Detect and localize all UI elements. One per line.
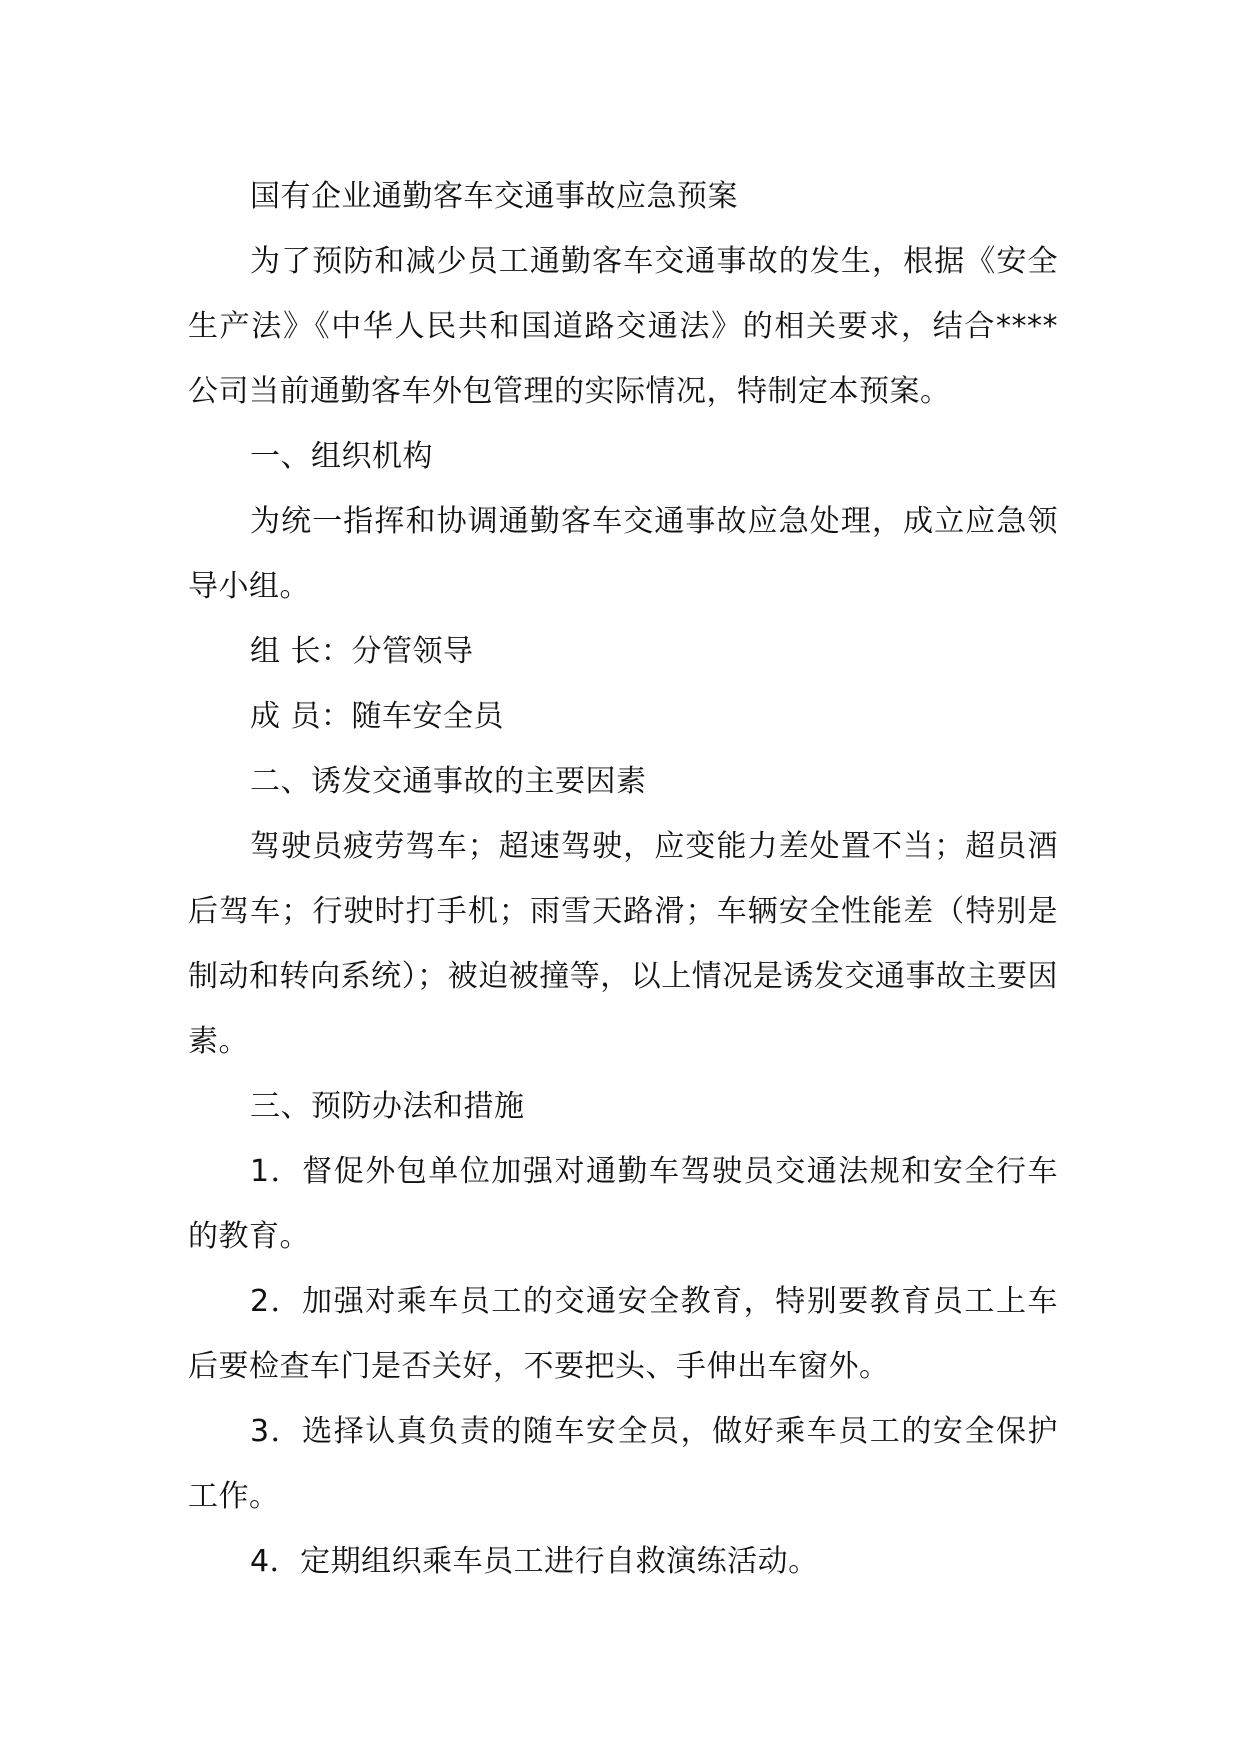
team-members-line: 成 员：随车安全员 <box>250 699 505 734</box>
organization-paragraph: 为统一指挥和协调通勤客车交通事故应急处理，成立应急领导小组。 <box>188 504 1058 604</box>
section-heading-organization: 一、组织机构 <box>250 439 433 474</box>
section-heading-measures: 三、预防办法和措施 <box>250 1089 525 1124</box>
factors-paragraph: 驾驶员疲劳驾车；超速驾驶，应变能力差处置不当；超员酒后驾车；行驶时打手机；雨雪天路滑；车辆安全性能差（特别是制动和转向系统）；被迫被撞等，以上情况是诱发交通事故主要因素。 <box>188 829 1058 1059</box>
measure-item-2: 2．加强对乘车员工的交通安全教育，特别要教育员工上车后要检查车门是否关好，不要把头、手伸出车窗外。 <box>188 1284 1058 1384</box>
measure-item-4: 4．定期组织乘车员工进行自救演练活动。 <box>250 1544 819 1579</box>
measure-item-3: 3．选择认真负责的随车安全员，做好乘车员工的安全保护工作。 <box>188 1414 1058 1514</box>
intro-paragraph: 为了预防和减少员工通勤客车交通事故的发生，根据《安全生产法》《中华人民共和国道路交通法》的相关要求，结合****公司当前通勤客车外包管理的实际情况，特制定本预案。 <box>188 244 1058 409</box>
section-heading-factors: 二、诱发交通事故的主要因素 <box>250 764 647 799</box>
team-leader-line: 组 长：分管领导 <box>250 634 474 669</box>
document-body <box>188 164 1058 1594</box>
measure-item-1: 1．督促外包单位加强对通勤车驾驶员交通法规和安全行车的教育。 <box>188 1154 1058 1254</box>
document-title: 国有企业通勤客车交通事故应急预案 <box>250 179 738 214</box>
